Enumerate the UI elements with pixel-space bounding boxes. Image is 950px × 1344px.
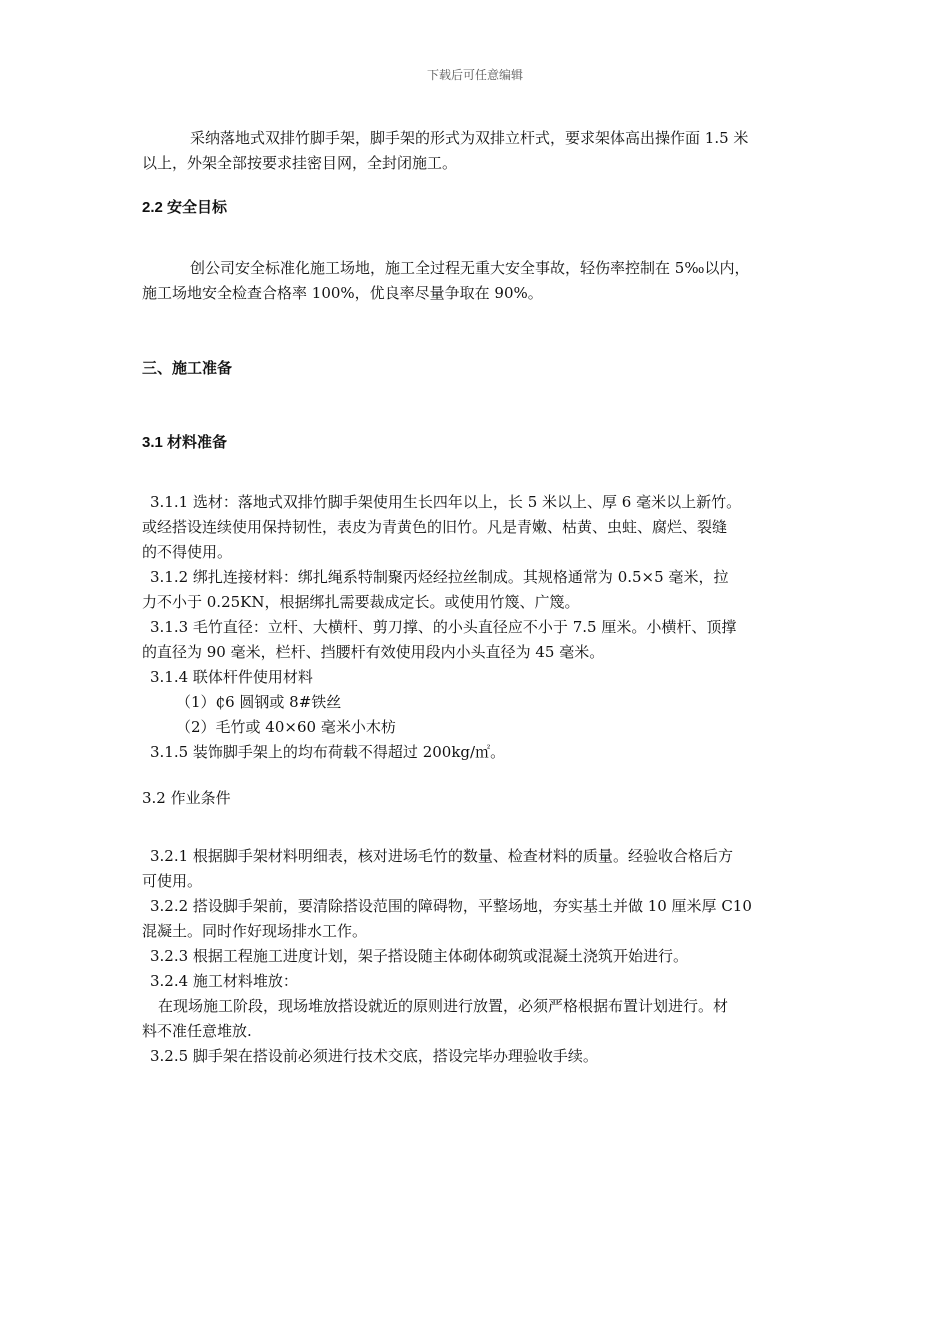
list-item-line: 3.2.3 根据工程施工进度计划，架子搭设随主体砌体砌筑或混凝土浇筑开始进行。 xyxy=(150,947,688,965)
paragraph-line: 创公司安全标准化施工场地，施工全过程无重大安全事故，轻伤率控制在 5‰以内， xyxy=(190,259,750,277)
list-item-line: 3.1.5 装饰脚手架上的均布荷载不得超过 200kg/㎡。 xyxy=(150,743,506,761)
chapter-heading-3: 三、施工准备 xyxy=(142,359,233,377)
list-item-line: 3.1.3 毛竹直径：立杆、大横杆、剪刀撑、的小头直径应不小于 7.5 厘米。小横杆、顶撑 xyxy=(150,618,737,636)
section-heading-3-2: 3.2 作业条件 xyxy=(142,789,231,807)
sub-list-item: （1）₵6 圆钢或 8#铁丝 xyxy=(176,693,342,711)
paragraph-line: 以上，外架全部按要求挂密目网，全封闭施工。 xyxy=(142,154,458,172)
list-item-line: 3.2.2 搭设脚手架前，要清除搭设范围的障碍物，平整场地，夯实基土并做 10 厘米厚 C10 xyxy=(150,897,752,915)
list-item-line: 3.1.4 联体杆件使用材料 xyxy=(150,668,313,686)
list-item-line: 的直径为 90 毫米，栏杆、挡腰杆有效使用段内小头直径为 45 毫米。 xyxy=(142,643,605,661)
paragraph-line: 在现场施工阶段，现场堆放搭设就近的原则进行放置，必须严格根据布置计划进行。材 xyxy=(158,997,729,1015)
list-item-line: 3.1.2 绑扎连接材料：绑扎绳系特制聚丙烃经拉丝制成。其规格通常为 0.5×5 毫米，拉 xyxy=(150,568,729,586)
section-heading-2-2: 2.2 安全目标 xyxy=(142,199,228,216)
list-item-line: 3.2.1 根据脚手架材料明细表，核对进场毛竹的数量、检查材料的质量。经验收合格后方 xyxy=(150,847,733,865)
list-item-line: 3.2.4 施工材料堆放： xyxy=(150,972,298,990)
section-heading-3-1: 3.1 材料准备 xyxy=(142,434,228,451)
list-item-line: 的不得使用。 xyxy=(142,543,233,561)
list-item-line: 或经搭设连续使用保持韧性，表皮为青黄色的旧竹。凡是青嫩、枯黄、虫蛀、腐烂、裂缝 xyxy=(142,518,728,536)
list-item-line: 混凝土。同时作好现场排水工作。 xyxy=(142,922,368,940)
paragraph-line: 施工场地安全检查合格率 100%，优良率尽量争取在 90%。 xyxy=(142,284,543,302)
list-item-line: 3.1.1 选材：落地式双排竹脚手架使用生长四年以上，长 5 米以上、厚 6 毫米以上新竹。 xyxy=(150,493,742,511)
paragraph-line: 料不准任意堆放. xyxy=(142,1022,252,1040)
list-item-line: 可使用。 xyxy=(142,872,203,890)
page-header: 下载后可任意编辑 xyxy=(426,68,523,82)
sub-list-item: （2）毛竹或 40×60 毫米小木枋 xyxy=(176,718,396,736)
list-item-line: 3.2.5 脚手架在搭设前必须进行技术交底，搭设完毕办理验收手续。 xyxy=(150,1047,598,1065)
list-item-line: 力不小于 0.25KN，根据绑扎需要裁成定长。或使用竹篾、广篾。 xyxy=(142,593,580,611)
paragraph-line: 采纳落地式双排竹脚手架，脚手架的形式为双排立杆式，要求架体高出操作面 1.5 米 xyxy=(190,129,749,147)
